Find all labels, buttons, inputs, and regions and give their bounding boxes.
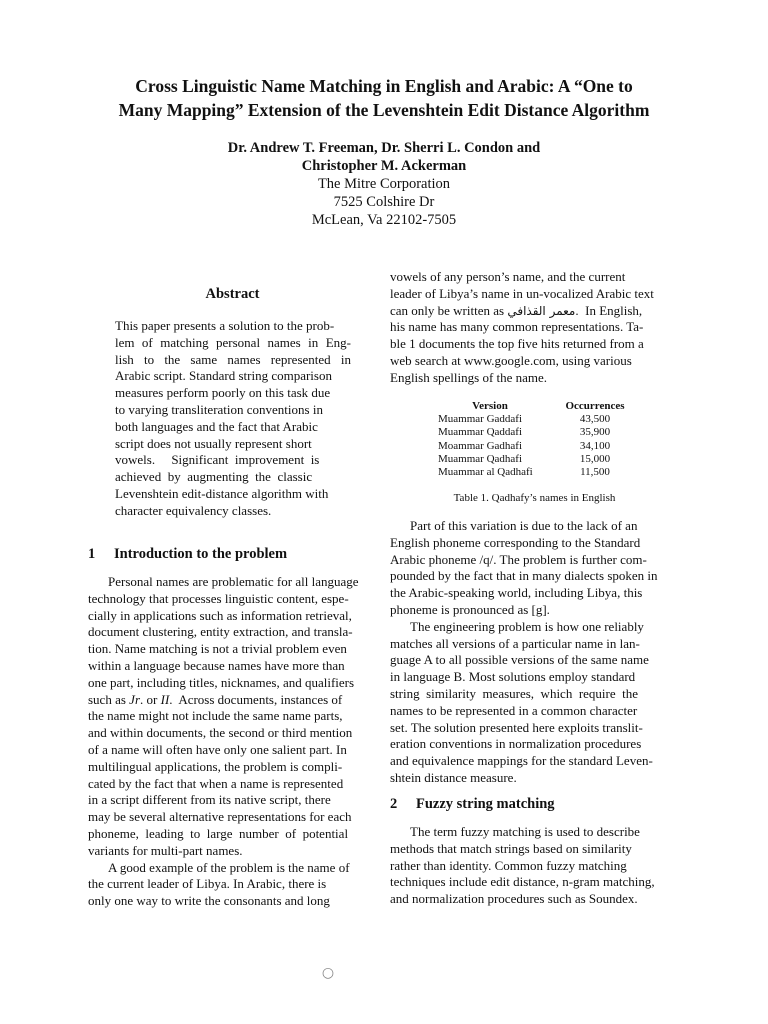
body-line: in language B. Most solutions employ standard (390, 669, 636, 685)
body-line: Part of this variation is due to the lack of an (410, 518, 638, 533)
abstract-line: Arabic script. Standard string comparison (115, 368, 332, 384)
body-text: such as (88, 691, 130, 707)
body-text: . In English, (575, 302, 643, 318)
body-line: leader of Libya’s name in un-vocalized Arabic text (390, 285, 654, 301)
table-cell-version: Moammar Gadhafi (438, 439, 522, 452)
affiliation-line-3: McLean, Va 22102-7505 (311, 212, 457, 228)
body-line: methods that match strings based on similarity (390, 840, 632, 856)
body-line: ble 1 documents the top five hits returned from a (390, 336, 644, 352)
table-cell-occurrences: 35,900 (579, 426, 611, 439)
table-row (430, 413, 640, 426)
title-line-2: Many Mapping” Extension of the Levenshtein Edit Distance Algorithm (118, 100, 650, 120)
body-line: in a script different from its native script, there (88, 792, 331, 808)
body-line: string similarity measures, which require the (390, 685, 639, 701)
abstract-line: script does not usually represent short (115, 435, 312, 451)
body-line: phoneme is pronounced as [g]. (390, 601, 550, 617)
body-line: may be several alternative representations for each (88, 809, 352, 825)
body-line: and normalization procedures such as Soundex. (390, 891, 638, 907)
abstract-line: character equivalency classes. (115, 502, 272, 518)
body-text: can only be written as (390, 302, 508, 318)
body-line: document clustering, entity extraction, and transla- (88, 624, 353, 640)
body-line: The engineering problem is how one reliably (410, 618, 644, 634)
body-line: phoneme, leading to large number of potential (88, 825, 349, 841)
abstract-line: both languages and the fact that Arabic (115, 418, 318, 434)
table-header-version: Version (472, 400, 508, 412)
body-line: Arabic phoneme /q/. The problem is further com- (390, 551, 647, 567)
body-line: pounded by the fact that in many dialects spoken in (390, 568, 658, 584)
paper-title (60, 74, 708, 122)
table-cell-occurrences: 43,500 (579, 413, 611, 426)
body-line: A good example of the problem is the name of (108, 859, 350, 875)
author-block (134, 139, 634, 229)
body-line: his name has many common representations. Ta- (390, 319, 644, 335)
abstract-line: achieved by augmenting the classic (115, 469, 313, 485)
body-line: cially in applications such as information retrieval, (88, 607, 352, 623)
affiliation-line-2: 7525 Colshire Dr (333, 194, 435, 210)
table-header-occurrences: Occurrences (565, 400, 625, 412)
authors-line-2: Christopher M. Ackerman (301, 158, 467, 174)
section-2-number: 2 (390, 796, 398, 812)
body-line: cated by the fact that when a name is represented (88, 775, 344, 791)
abstract-body (115, 318, 351, 520)
table-cell-version: Muammar Qaddafi (438, 426, 522, 439)
table-cell-occurrences: 11,500 (580, 466, 610, 479)
abstract-line: lem of matching personal names in Eng- (115, 334, 351, 350)
body-line: the name might not include the same name parts, (88, 708, 343, 724)
arabic-name-text: معمر القذافي (507, 303, 576, 318)
right-column-body (390, 518, 679, 787)
right-column-intro (390, 269, 679, 387)
abstract-heading: Abstract (205, 286, 260, 302)
authors-line-1: Dr. Andrew T. Freeman, Dr. Sherri L. Condon and (227, 140, 541, 156)
body-line: techniques include edit distance, n-gram matching, (390, 874, 655, 890)
body-line: English phoneme corresponding to the Standard (390, 534, 641, 550)
body-line: and equivalence mappings for the standard Leven- (390, 753, 653, 769)
body-line: technology that processes linguistic content, espe- (88, 590, 349, 606)
abstract-line: vowels. Significant improvement is (115, 452, 320, 468)
abstract-line: to varying transliteration conventions in (115, 401, 323, 417)
body-line: one part, including titles, nicknames, and qualifiers (88, 674, 355, 690)
abstract-line: measures perform poorly on this task due (115, 385, 331, 401)
body-line: matches all versions of a particular name in lan- (390, 635, 640, 651)
body-line: Personal names are problematic for all language (108, 574, 359, 589)
body-line: rather than identity. Common fuzzy matching (390, 857, 627, 873)
table-row (430, 466, 640, 479)
body-line: only one way to write the consonants and long (88, 893, 330, 909)
table-1 (430, 400, 640, 479)
body-line: eration conventions in normalization procedures (390, 736, 642, 752)
body-line: set. The solution presented here exploits translit- (390, 719, 643, 735)
section-1-title: Introduction to the problem (114, 546, 288, 562)
body-line: within a language because names have more than (88, 657, 345, 673)
section-2-title: Fuzzy string matching (416, 796, 555, 812)
table-1-caption: Table 1. Qadhafy’s names in English (453, 492, 616, 504)
body-text: . Across documents, instances of (169, 691, 343, 707)
table-cell-occurrences: 15,000 (579, 452, 611, 465)
abstract-line: This paper presents a solution to the prob- (115, 318, 335, 333)
body-line: English spellings of the name. (390, 369, 548, 385)
title-line-1: Cross Linguistic Name Matching in English and Arabic: A “One to (135, 76, 633, 96)
table-cell-version: Muammar Gaddafi (438, 413, 522, 426)
section-1-number: 1 (88, 546, 96, 562)
section-1-heading (88, 546, 287, 563)
body-line: vowels of any person’s name, and the current (390, 269, 626, 284)
body-line: the current leader of Libya. In Arabic, there is (88, 876, 327, 892)
section-2-heading (390, 796, 555, 813)
body-line: shtein distance measure. (390, 769, 517, 785)
body-line: the Arabic-speaking world, including Libya, this (390, 585, 643, 601)
section-1-body (88, 574, 377, 910)
table-header-row (430, 400, 640, 413)
body-line: web search at www.google.com, using various (390, 352, 632, 368)
table-cell-occurrences: 34,100 (579, 439, 611, 452)
body-line: names to be represented in a common character (390, 702, 638, 718)
body-line (88, 692, 377, 709)
affiliation-line-1: The Mitre Corporation (317, 176, 451, 192)
table-row (430, 440, 640, 453)
body-text-italic: II (160, 691, 170, 707)
table-cell-version: Muammar Qadhafi (438, 452, 522, 465)
table-row (430, 453, 640, 466)
body-text-italic: Jr (129, 691, 141, 707)
body-line (390, 303, 679, 320)
body-line: The term fuzzy matching is used to describe (410, 824, 640, 839)
abstract-line: lish to the same names represented in (115, 351, 351, 367)
body-text: . or (140, 691, 161, 707)
table-row (430, 426, 640, 439)
body-line: and within documents, the second or third mention (88, 725, 353, 741)
body-line: variants for multi-part names. (88, 842, 243, 858)
body-line: tion. Name matching is not a trivial problem even (88, 641, 347, 657)
body-line: multilingual applications, the problem is compli- (88, 758, 343, 774)
page-footer-mark: ○ (321, 965, 335, 981)
body-line: of a name will often have only one salient part. In (88, 741, 347, 757)
section-2-body (390, 824, 679, 908)
body-line: guage A to all possible versions of the same name (390, 652, 649, 668)
table-cell-version: Muammar al Qadhafi (438, 466, 533, 479)
abstract-line: Levenshtein edit-distance algorithm with (115, 485, 329, 501)
